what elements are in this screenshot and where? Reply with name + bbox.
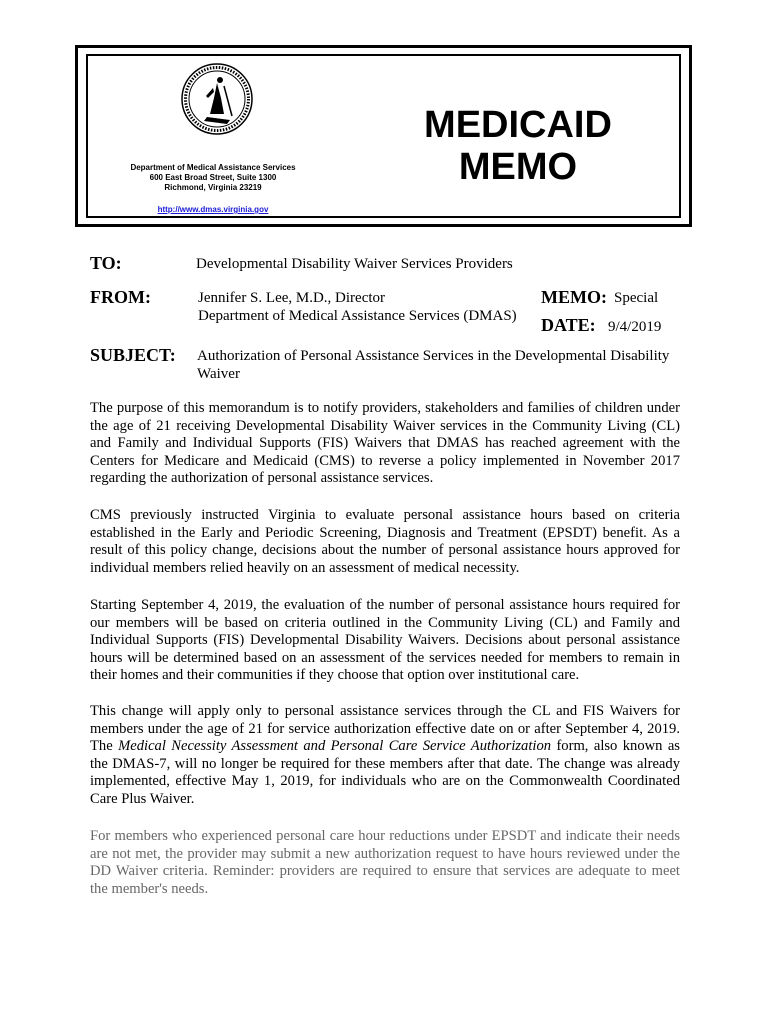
memo-label: MEMO: xyxy=(541,287,607,307)
from-line2: Department of Medical Assistance Services (DMAS) xyxy=(198,308,517,324)
agency-block xyxy=(88,163,338,193)
body-paragraph-4-start: This change will apply only to personal assistance services through the CL and FIS Waivers for members under the age of 21 for service authorization effective date on or after September 4, 2019. The xyxy=(90,703,680,755)
body-paragraph-5: For members who experienced personal care hour reductions under EPSDT and indicate their needs are not met, the provider may submit a new authorization request to have hours reviewed under the DD Waiver criteria. Reminder: providers are required to ensure that services are adequate to meet the member's needs. xyxy=(90,828,680,897)
subject-value: Authorization of Personal Assistance Services in the Developmental Disability Waiver xyxy=(197,348,670,382)
agency-city: Richmond, Virginia 23219 xyxy=(164,183,262,192)
date-label: DATE: xyxy=(541,315,596,335)
agency-address: 600 East Broad Street, Suite 1300 xyxy=(149,173,277,182)
to-value: Developmental Disability Waiver Services Providers xyxy=(196,256,513,272)
virginia-state-seal-icon xyxy=(180,62,254,136)
from-line1: Jennifer S. Lee, M.D., Director xyxy=(198,290,386,306)
agency-name: Department of Medical Assistance Services xyxy=(130,163,296,172)
body-paragraph-4-end: form, also known as the DMAS-7, will no longer be required for these members after that date. The change was already implemented, effective May 1, 2019, for individuals who are on the Commonwealth Coordinated Care Plus Waiver. xyxy=(90,738,680,807)
body-paragraph-3: Starting September 4, 2019, the evaluation of the number of personal assistance hours required for our members will be based on criteria outlined in the Community Living (CL) and Family and Individual Supports (FIS) Developmental Disability Waivers. Decisions about personal assistance hours will be determined based on an assessment of the services needed for members to remain in their homes and their communities if they choose that option over institutional care. xyxy=(90,597,680,684)
memo-title xyxy=(398,104,638,188)
body-paragraph-1: The purpose of this memorandum is to notify providers, stakeholders and families of children under the age of 21 receiving Developmental Disability Waiver services in the Community Living (CL) and Family and Individual Supports (FIS) Waivers that DMAS has reached agreement with the Centers for Medicare and Medicaid (CMS) to reverse a policy implemented in November 2017 regarding the authorization of personal assistance services. xyxy=(90,400,680,487)
memo-title-line1: MEDICAID xyxy=(424,104,612,146)
from-label: FROM: xyxy=(90,287,151,307)
date-value: 9/4/2019 xyxy=(608,319,662,335)
body-paragraph-4 xyxy=(90,703,680,809)
to-label: TO: xyxy=(90,253,122,273)
memo-value: Special xyxy=(614,290,659,306)
agency-website-link[interactable]: http://www.dmas.virginia.gov xyxy=(157,205,269,214)
body-paragraph-2: CMS previously instructed Virginia to evaluate personal assistance hours based on criteria established in the Early and Periodic Screening, Diagnosis and Treatment (EPSDT) benefit. As a result of this policy change, decisions about the number of personal assistance hours approved for individual members relied heavily on an assessment of medical necessity. xyxy=(90,507,680,576)
form-name-italic: Medical Necessity Assessment and Personal Care Service Authorization xyxy=(118,738,552,755)
memo-header-inner-box xyxy=(86,54,681,218)
memo-title-line2: MEMO xyxy=(458,146,578,188)
memo-header-box xyxy=(75,45,692,227)
subject-label: SUBJECT: xyxy=(90,345,176,365)
